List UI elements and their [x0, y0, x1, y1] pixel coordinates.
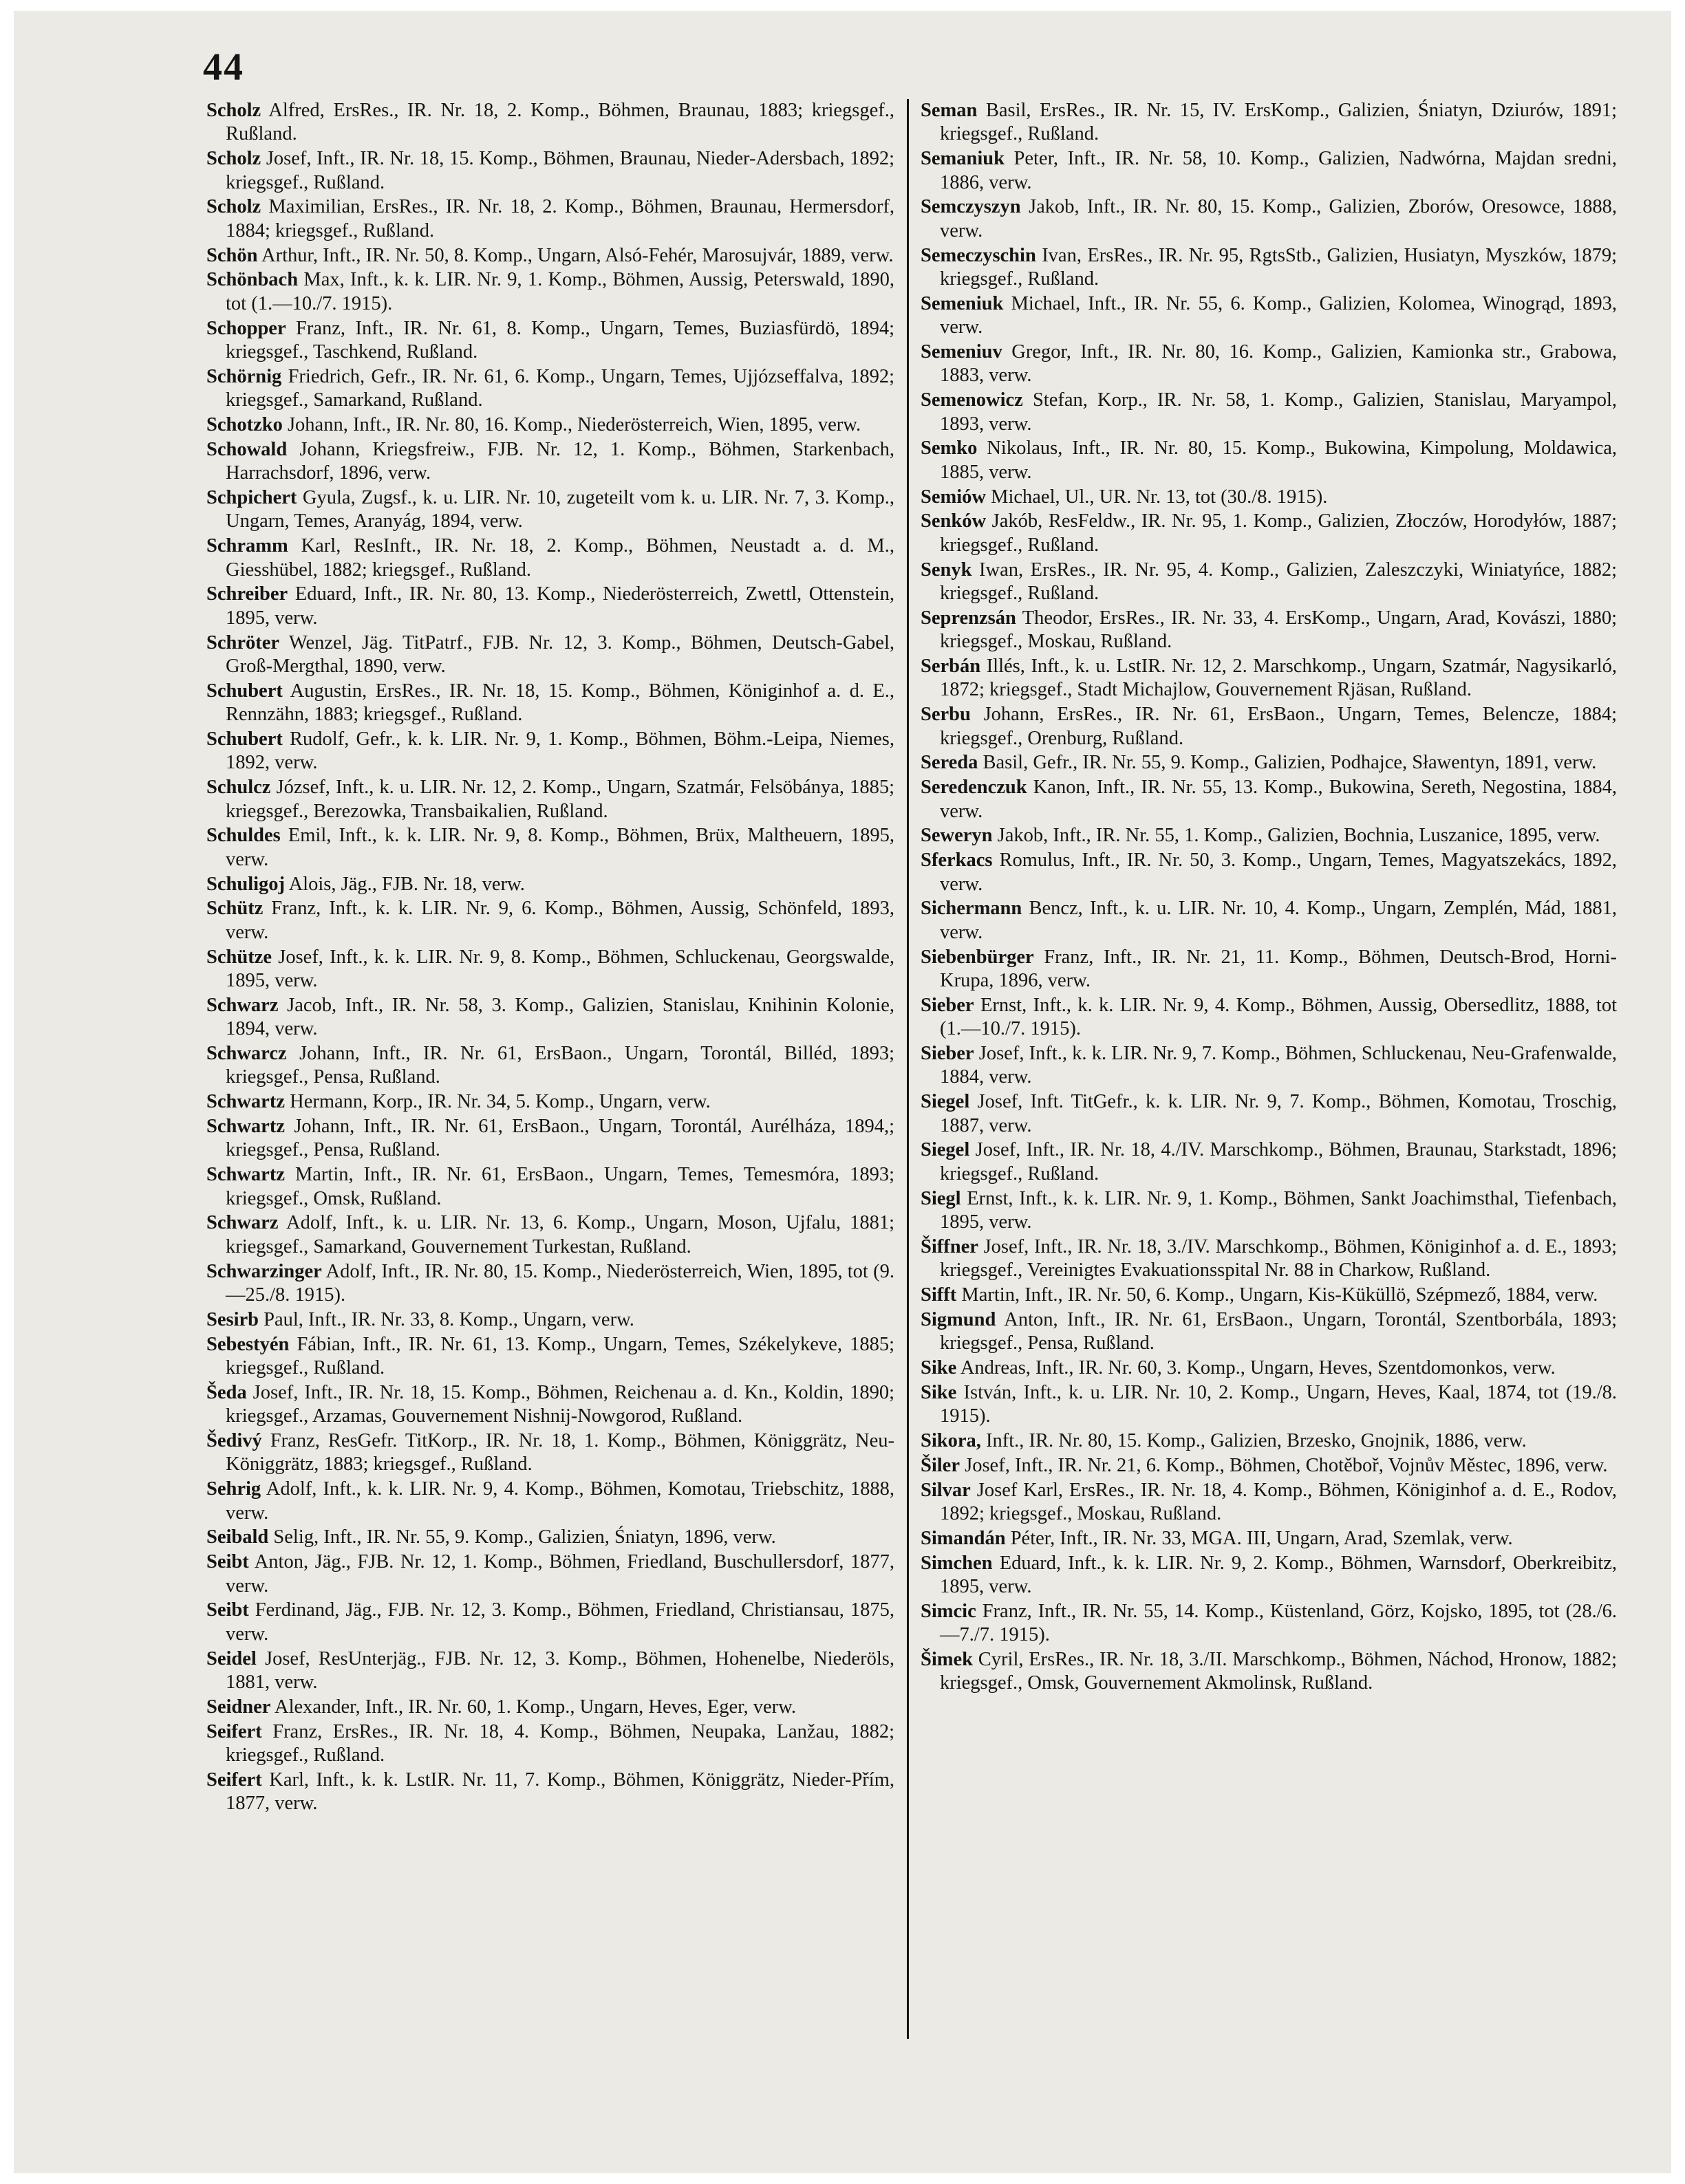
register-entry [921, 1429, 1617, 1453]
entry-surname: Semeniuv [921, 341, 1002, 363]
entry-details: Péter, Inft., IR. Nr. 33, MGA. III, Ungarn, Arad, Szemlak, verw. [1010, 1527, 1513, 1549]
entry-surname: Seibt [206, 1551, 249, 1573]
entry-surname: Sikora, [921, 1430, 981, 1452]
right-column [921, 99, 1617, 1696]
register-entry [921, 1235, 1617, 1283]
entry-details: Maximilian, ErsRes., IR. Nr. 18, 2. Komp., Böhmen, Braunau, Hermersdorf, 1884; kriegsgef., Rußland. [226, 196, 894, 241]
entry-details: Josef, Inft., IR. Nr. 18, 15. Komp., Böhmen, Reichenau a. d. Kn., Koldin, 1890; kriegsgef., Arzamas, Gouvernement Nishnij-Nowgorod, Rußland. [226, 1381, 894, 1427]
entry-details: Josef, Inft., IR. Nr. 18, 4./IV. Marschkomp., Böhmen, Braunau, Starkstadt, 1896; kriegsgef., Rußland. [940, 1139, 1617, 1185]
entry-details: Bencz, Inft., k. u. LIR. Nr. 10, 4. Komp., Ungarn, Zemplén, Mád, 1881, verw. [940, 898, 1617, 943]
register-entry [206, 1163, 894, 1211]
entry-details: Cyril, ErsRes., IR. Nr. 18, 3./II. Marschkomp., Böhmen, Náchod, Hronow, 1882; kriegsgef., Omsk, Gouvernement Akmolinsk, Rußland. [940, 1649, 1617, 1694]
entry-surname: Schuligoj [206, 873, 286, 895]
entry-details: Basil, Gefr., IR. Nr. 55, 9. Komp., Galizien, Podhajce, Sławentyn, 1891, verw. [983, 752, 1597, 774]
entry-details: Franz, Inft., IR. Nr. 61, 8. Komp., Ungarn, Temes, Buziasfürdö, 1894; kriegsgef., Taschkend, Rußland. [226, 317, 895, 363]
entry-details: Josef, Inft., k. k. LIR. Nr. 9, 7. Komp., Böhmen, Schluckenau, Neu-Grafenwalde, 1884, verw. [940, 1043, 1617, 1088]
entry-details: Adolf, Inft., k. u. LIR. Nr. 13, 6. Komp., Ungarn, Moson, Ujfalu, 1881; kriegsgef., Samarkand, Gouvernement Turkestan, Rußland. [226, 1212, 894, 1257]
entry-details: Johann, ErsRes., IR. Nr. 61, ErsBaon., Ungarn, Temes, Belencze, 1884; kriegsgef., Orenburg, Rußland. [940, 704, 1617, 749]
register-entry [921, 1308, 1617, 1356]
entry-details: Jakob, Inft., IR. Nr. 55, 1. Komp., Galizien, Bochnia, Luszanice, 1895, verw. [997, 825, 1600, 847]
register-entry [921, 946, 1617, 993]
entry-surname: Siegl [921, 1187, 961, 1209]
entry-details: Johann, Kriegsfreiw., FJB. Nr. 12, 1. Komp., Böhmen, Starkenbach, Harrachsdorf, 1896, verw. [226, 438, 894, 484]
entry-details: Theodor, ErsRes., IR. Nr. 33, 4. ErsKomp., Ungarn, Arad, Kovászi, 1880; kriegsgef., Moskau, Rußland. [940, 607, 1617, 653]
entry-details: Max, Inft., k. k. LIR. Nr. 9, 1. Komp., Böhmen, Aussig, Peterswald, 1890, tot (1.—10./7. 1915). [226, 269, 894, 314]
register-entry [921, 776, 1617, 823]
register-entry [921, 244, 1617, 292]
entry-surname: Schröter [206, 631, 280, 653]
entry-surname: Scholz [206, 148, 261, 170]
entry-details: Franz, Inft., IR. Nr. 21, 11. Komp., Böhmen, Deutsch-Brod, Horni-Krupa, 1896, verw. [940, 946, 1617, 992]
entry-surname: Schubert [206, 680, 283, 702]
register-entry [206, 776, 894, 823]
entry-surname: Sichermann [921, 898, 1022, 920]
register-entry [206, 1696, 894, 1719]
register-entry [206, 1720, 894, 1768]
register-entry [206, 1550, 894, 1598]
register-entry [921, 99, 1617, 147]
entry-details: Michael, Inft., IR. Nr. 55, 6. Komp., Galizien, Kolomea, Winogrąd, 1893, verw. [940, 292, 1617, 338]
register-entry [206, 631, 894, 679]
register-entry [206, 1769, 894, 1816]
register-entry [206, 824, 894, 872]
entry-surname: Schütz [206, 898, 264, 920]
entry-details: Paul, Inft., IR. Nr. 33, 8. Komp., Ungarn, verw. [264, 1308, 634, 1330]
entry-surname: Simcic [921, 1600, 976, 1622]
register-entry [206, 365, 894, 413]
entry-details: Andreas, Inft., IR. Nr. 60, 3. Komp., Ungarn, Heves, Szentdomonkos, verw. [960, 1357, 1556, 1379]
entry-surname: Seibald [206, 1526, 269, 1548]
entry-details: Josef, ResUnterjäg., FJB. Nr. 12, 3. Komp., Böhmen, Hohenelbe, Niederöls, 1881, verw. [226, 1647, 895, 1694]
entry-details: Ivan, ErsRes., IR. Nr. 95, RgtsStb., Galizien, Husiatyn, Myszków, 1879; kriegsgef., Rußland. [940, 244, 1618, 290]
entry-surname: Schubert [206, 728, 283, 750]
entry-surname: Schwarz [206, 994, 279, 1016]
register-entry [206, 728, 894, 775]
entry-details: Josef, Inft. TitGefr., k. k. LIR. Nr. 9, 7. Komp., Böhmen, Komotau, Troschig, 1887, verw. [940, 1091, 1618, 1136]
entry-surname: Schulcz [206, 777, 271, 799]
entry-surname: Sereda [921, 752, 978, 774]
entry-surname: Schön [206, 244, 258, 266]
entry-surname: Sebestyén [206, 1333, 290, 1355]
entry-details: Rudolf, Gefr., k. k. LIR. Nr. 9, 1. Komp., Böhmen, Böhm.-Leipa, Niemes, 1892, verw. [226, 728, 895, 774]
register-entry [206, 1647, 894, 1695]
entry-details: Adolf, Inft., k. k. LIR. Nr. 9, 4. Komp., Böhmen, Komotau, Triebschitz, 1888, verw. [226, 1478, 894, 1524]
entry-details: Karl, Inft., k. k. LstIR. Nr. 11, 7. Komp., Böhmen, Königgrätz, Nieder-Přím, 1877, verw. [226, 1769, 895, 1815]
entry-surname: Semiów [921, 486, 986, 508]
register-entry [921, 292, 1617, 340]
entry-details: Anton, Jäg., FJB. Nr. 12, 1. Komp., Böhmen, Friedland, Buschullersdorf, 1877, verw. [226, 1551, 895, 1597]
register-entry [206, 897, 894, 944]
entry-surname: Sike [921, 1357, 957, 1379]
entry-details: Josef, Inft., k. k. LIR. Nr. 9, 8. Komp., Böhmen, Schluckenau, Georgswalde, 1895, verw. [226, 946, 894, 992]
entry-details: Jacob, Inft., IR. Nr. 58, 3. Komp., Galizien, Stanislau, Knihinin Kolonie, 1894, verw. [226, 994, 894, 1040]
register-entry [206, 268, 894, 316]
register-entry [921, 824, 1617, 847]
entry-details: Stefan, Korp., IR. Nr. 58, 1. Komp., Galizien, Stanislau, Maryampol, 1893, verw. [940, 389, 1617, 435]
entry-surname: Sehrig [206, 1478, 261, 1500]
register-entry [921, 510, 1617, 557]
entry-surname: Šedivý [206, 1430, 262, 1452]
entry-details: Josef, Inft., IR. Nr. 21, 6. Komp., Böhmen, Chotěboř, Vojnův Městec, 1896, verw. [965, 1454, 1608, 1476]
entry-details: Johann, Inft., IR. Nr. 80, 16. Komp., Niederösterreich, Wien, 1895, verw. [287, 414, 861, 436]
entry-details: Michael, Ul., UR. Nr. 13, tot (30./8. 1915). [991, 486, 1328, 508]
entry-details: Augustin, ErsRes., IR. Nr. 18, 15. Komp., Böhmen, Königinhof a. d. E., Rennzähn, 1883; kriegsgef., Rußland. [226, 680, 894, 726]
register-entry [921, 994, 1617, 1041]
entry-details: Selig, Inft., IR. Nr. 55, 9. Komp., Galizien, Śniatyn, 1896, verw. [273, 1526, 776, 1548]
entry-surname: Šimek [921, 1649, 974, 1671]
entry-surname: Schpichert [206, 487, 297, 509]
entry-details: Inft., IR. Nr. 80, 15. Komp., Galizien, Brzesko, Gnojnik, 1886, verw. [986, 1430, 1527, 1452]
column-divider [907, 99, 909, 2039]
entry-details: Johann, Inft., IR. Nr. 61, ErsBaon., Ungarn, Torontál, Billéd, 1893; kriegsgef., Pensa, Rußland. [226, 1043, 895, 1088]
entry-details: Karl, ResInft., IR. Nr. 18, 2. Komp., Böhmen, Neustadt a. d. M., Giesshübel, 1882; kriegsgef., Rußland. [226, 535, 895, 581]
register-entry [206, 1381, 894, 1429]
entry-surname: Semczyszyn [921, 196, 1021, 218]
entry-surname: Schwartz [206, 1091, 285, 1113]
entry-surname: Sifft [921, 1284, 957, 1306]
entry-surname: Schütze [206, 946, 272, 968]
entry-surname: Seprenzsán [921, 607, 1016, 629]
entry-surname: Schwarcz [206, 1043, 287, 1065]
register-entry [921, 1648, 1617, 1696]
entry-surname: Seweryn [921, 825, 993, 847]
entry-details: Romulus, Inft., IR. Nr. 50, 3. Komp., Ungarn, Temes, Magyatszekács, 1892, verw. [940, 850, 1617, 895]
register-entry [206, 1260, 894, 1308]
entry-details: István, Inft., k. u. LIR. Nr. 10, 2. Komp., Ungarn, Heves, Kaal, 1874, tot (19./8. 1915). [940, 1381, 1618, 1427]
entry-surname: Schreiber [206, 583, 288, 605]
entry-details: Gregor, Inft., IR. Nr. 80, 16. Komp., Galizien, Kamionka str., Grabowa, 1883, verw. [940, 341, 1618, 387]
register-entry [206, 534, 894, 582]
register-entry [206, 317, 894, 365]
register-entry [206, 583, 894, 630]
register-entry [921, 1454, 1617, 1478]
entry-surname: Senyk [921, 559, 972, 581]
register-entry [206, 1478, 894, 1525]
register-entry [921, 655, 1617, 702]
entry-surname: Siegel [921, 1091, 970, 1113]
entry-details: Basil, ErsRes., IR. Nr. 15, IV. ErsKomp., Galizien, Śniatyn, Dziurów, 1891; kriegsgef., Rußland. [940, 100, 1617, 145]
entry-surname: Simandán [921, 1527, 1006, 1549]
register-entry [206, 1429, 894, 1477]
entry-surname: Schowald [206, 438, 288, 460]
entry-surname: Seibt [206, 1599, 249, 1621]
entry-surname: Sferkacs [921, 850, 993, 872]
entry-details: József, Inft., k. u. LIR. Nr. 12, 2. Komp., Ungarn, Szatmár, Felsöbánya, 1885; kriegsgef., Berezowka, Transbaikalien, Rußland. [226, 777, 895, 822]
entry-details: Nikolaus, Inft., IR. Nr. 80, 15. Komp., Bukowina, Kimpolung, Moldawica, 1885, verw. [940, 437, 1618, 483]
register-entry [206, 1090, 894, 1114]
entry-surname: Seidel [206, 1647, 257, 1669]
entry-surname: Silvar [921, 1479, 971, 1501]
entry-details: Kanon, Inft., IR. Nr. 55, 13. Komp., Bukowina, Sereth, Negostina, 1884, verw. [940, 777, 1617, 822]
entry-details: Adolf, Inft., IR. Nr. 80, 15. Komp., Niederösterreich, Wien, 1895, tot (9.—25./8. 1915). [226, 1260, 894, 1306]
register-entry [921, 1090, 1617, 1138]
entry-surname: Senków [921, 510, 987, 532]
entry-details: Gyula, Zugsf., k. u. LIR. Nr. 10, zugeteilt vom k. u. LIR. Nr. 7, 3. Komp., Ungarn, Temes, Aranyág, 1894, verw. [226, 487, 895, 532]
entry-details: Illés, Inft., k. u. LstIR. Nr. 12, 2. Marschkomp., Ungarn, Szatmár, Nagysikarló, 1872; kriegsgef., Stadt Michajlow, Gouvernement Rjäsan, Rußland. [940, 656, 1617, 701]
entry-details: Martin, Inft., IR. Nr. 50, 6. Komp., Ungarn, Kis-Küküllö, Szépmező, 1884, verw. [961, 1284, 1598, 1306]
register-entry [206, 1599, 894, 1646]
entry-details: Hermann, Korp., IR. Nr. 34, 5. Komp., Ungarn, verw. [290, 1091, 711, 1113]
register-entry [921, 1187, 1617, 1235]
register-entry [921, 751, 1617, 775]
register-entry [206, 413, 894, 437]
entry-details: Franz, Inft., IR. Nr. 55, 14. Komp., Küstenland, Görz, Kojsko, 1895, tot (28./6. —7./7. 1915). [940, 1600, 1617, 1646]
entry-surname: Schopper [206, 317, 286, 339]
entry-details: Josef Karl, ErsRes., IR. Nr. 18, 4. Komp., Böhmen, Königinhof a. d. E., Rodov, 1892; kriegsgef., Moskau, Rußland. [940, 1479, 1617, 1525]
register-entry [206, 195, 894, 243]
entry-details: Iwan, ErsRes., IR. Nr. 95, 4. Komp., Galizien, Zaleszczyki, Winiatyńce, 1882; kriegsgef., Rußland. [940, 559, 1618, 605]
register-entry [206, 1308, 894, 1332]
entry-surname: Schwarzinger [206, 1260, 322, 1282]
entry-surname: Schönbach [206, 269, 299, 291]
left-column [206, 99, 894, 1817]
register-entry [206, 1526, 894, 1549]
entry-surname: Schuldes [206, 825, 281, 847]
register-entry [921, 1381, 1617, 1429]
entry-surname: Schörnig [206, 365, 282, 387]
entry-surname: Semaniuk [921, 148, 1005, 170]
entry-surname: Schotzko [206, 414, 283, 436]
register-entry [921, 849, 1617, 896]
entry-details: Eduard, Inft., k. k. LIR. Nr. 9, 2. Komp., Böhmen, Warnsdorf, Oberkreibitz, 1895, verw. [940, 1552, 1617, 1598]
entry-surname: Siegel [921, 1139, 970, 1161]
register-entry [206, 99, 894, 147]
entry-surname: Sesirb [206, 1308, 259, 1330]
entry-details: Alfred, ErsRes., IR. Nr. 18, 2. Komp., Böhmen, Braunau, 1883; kriegsgef., Rußland. [226, 100, 894, 145]
entry-details: Jakob, Inft., IR. Nr. 80, 15. Komp., Galizien, Zborów, Oresowce, 1888, verw. [940, 196, 1617, 241]
register-entry [921, 195, 1617, 243]
register-entry [921, 437, 1617, 484]
entry-details: Peter, Inft., IR. Nr. 58, 10. Komp., Galizien, Nadwórna, Majdan sredni, 1886, verw. [940, 148, 1618, 193]
entry-surname: Serbu [921, 704, 971, 726]
entry-details: Jakób, ResFeldw., IR. Nr. 95, 1. Komp., Galizien, Złoczów, Horodyłów, 1887; kriegsgef., Rußland. [940, 510, 1617, 556]
entry-details: Ernst, Inft., k. k. LIR. Nr. 9, 4. Komp., Böhmen, Aussig, Obersedlitz, 1888, tot (1.—10./7. 1915). [940, 994, 1618, 1040]
entry-details: Franz, ResGefr. TitKorp., IR. Nr. 18, 1. Komp., Böhmen, Königgrätz, Neu-Königgrätz, 1883; kriegsgef., Rußland. [226, 1430, 895, 1475]
entry-surname: Schramm [206, 535, 288, 557]
entry-details: Martin, Inft., IR. Nr. 61, ErsBaon., Ungarn, Temes, Temesmóra, 1893; kriegsgef., Omsk, Rußland. [226, 1164, 895, 1209]
entry-surname: Semko [921, 437, 978, 459]
register-entry [921, 389, 1617, 436]
register-entry [921, 1527, 1617, 1550]
entry-surname: Sigmund [921, 1308, 996, 1330]
entry-details: Ernst, Inft., k. k. LIR. Nr. 9, 1. Komp., Böhmen, Sankt Joachimsthal, Tiefenbach, 1895, verw. [940, 1187, 1617, 1233]
entry-surname: Scholz [206, 196, 261, 218]
entry-details: Arthur, Inft., IR. Nr. 50, 8. Komp., Ungarn, Alsó-Fehér, Marosujvár, 1889, verw. [261, 244, 894, 266]
entry-surname: Sieber [921, 1043, 974, 1065]
entry-surname: Seredenczuk [921, 777, 1027, 799]
register-entry [206, 873, 894, 896]
entry-surname: Seifert [206, 1720, 262, 1742]
entry-details: Friedrich, Gefr., IR. Nr. 61, 6. Komp., Ungarn, Temes, Ujjózseffalva, 1892; kriegsgef., Samarkand, Rußland. [226, 365, 894, 411]
register-entry [206, 486, 894, 534]
register-entry [206, 244, 894, 268]
register-entry [921, 1356, 1617, 1380]
register-entry [206, 680, 894, 727]
entry-details: Emil, Inft., k. k. LIR. Nr. 9, 8. Komp., Böhmen, Brüx, Maltheuern, 1895, verw. [226, 825, 895, 870]
register-entry [206, 1115, 894, 1163]
entry-surname: Sike [921, 1381, 957, 1403]
register-entry [921, 486, 1617, 509]
entry-surname: Šeda [206, 1381, 247, 1403]
register-entry [206, 438, 894, 486]
document-page [14, 11, 1671, 2173]
register-entry [921, 559, 1617, 606]
register-entry [206, 946, 894, 993]
entry-details: Ferdinand, Jäg., FJB. Nr. 12, 3. Komp., Böhmen, Friedland, Christiansau, 1875, verw. [226, 1599, 894, 1645]
entry-surname: Semenowicz [921, 389, 1023, 411]
entry-surname: Simchen [921, 1552, 993, 1574]
register-entry [921, 703, 1617, 750]
entry-surname: Seman [921, 100, 978, 121]
entry-surname: Schwartz [206, 1164, 285, 1186]
entry-surname: Semeczyschin [921, 244, 1036, 266]
register-entry [206, 1211, 894, 1259]
entry-surname: Šiffner [921, 1235, 978, 1257]
entry-details: Anton, Inft., IR. Nr. 61, ErsBaon., Ungarn, Torontál, Szentborbála, 1893; kriegsgef., Pensa, Rußland. [940, 1308, 1617, 1354]
entry-details: Josef, Inft., IR. Nr. 18, 3./IV. Marschkomp., Böhmen, Königinhof a. d. E., 1893; kriegsgef., Vereinigtes Evakuationsspital Nr. 88 in Charkow, Rußland. [940, 1235, 1617, 1282]
register-entry [206, 994, 894, 1041]
register-entry [921, 607, 1617, 654]
register-entry [206, 1333, 894, 1381]
entry-surname: Seidner [206, 1696, 271, 1718]
entry-surname: Serbán [921, 656, 981, 678]
entry-details: Franz, Inft., k. k. LIR. Nr. 9, 6. Komp., Böhmen, Aussig, Schönfeld, 1893, verw. [226, 898, 894, 943]
entry-details: Johann, Inft., IR. Nr. 61, ErsBaon., Ungarn, Torontál, Aurélháza, 1894,; kriegsgef., Pensa, Rußland. [226, 1116, 894, 1161]
register-entry [206, 1042, 894, 1090]
register-entry [921, 1479, 1617, 1526]
entry-surname: Sieber [921, 994, 974, 1016]
register-entry [921, 1042, 1617, 1090]
register-entry [921, 1284, 1617, 1307]
register-entry [921, 1552, 1617, 1599]
register-entry [921, 1600, 1617, 1647]
entry-surname: Scholz [206, 100, 261, 121]
register-entry [206, 147, 894, 195]
entry-details: Alois, Jäg., FJB. Nr. 18, verw. [288, 873, 525, 895]
register-entry [921, 147, 1617, 195]
entry-surname: Semeniuk [921, 292, 1004, 314]
page-number: 44 [203, 46, 244, 89]
entry-surname: Seifert [206, 1769, 262, 1791]
entry-surname: Schwarz [206, 1212, 279, 1234]
entry-details: Alexander, Inft., IR. Nr. 60, 1. Komp., Ungarn, Heves, Eger, verw. [274, 1696, 797, 1718]
entry-details: Wenzel, Jäg. TitPatrf., FJB. Nr. 12, 3. Komp., Böhmen, Deutsch-Gabel, Groß-Mergthal, 1890, verw. [226, 631, 894, 678]
entry-surname: Schwartz [206, 1116, 285, 1138]
register-entry [921, 1138, 1617, 1186]
entry-details: Franz, ErsRes., IR. Nr. 18, 4. Komp., Böhmen, Neupaka, Lanžau, 1882; kriegsgef., Rußland. [226, 1720, 895, 1766]
entry-surname: Šiler [921, 1454, 960, 1476]
register-entry [921, 897, 1617, 944]
register-entry [921, 340, 1617, 388]
entry-details: Eduard, Inft., IR. Nr. 80, 13. Komp., Niederösterreich, Zwettl, Ottenstein, 1895, verw. [226, 583, 895, 629]
entry-details: Fábian, Inft., IR. Nr. 61, 13. Komp., Ungarn, Temes, Székelykeve, 1885; kriegsgef., Rußland. [226, 1333, 894, 1379]
entry-surname: Siebenbürger [921, 946, 1034, 968]
entry-details: Josef, Inft., IR. Nr. 18, 15. Komp., Böhmen, Braunau, Nieder-Adersbach, 1892; kriegsgef., Rußland. [226, 148, 895, 193]
